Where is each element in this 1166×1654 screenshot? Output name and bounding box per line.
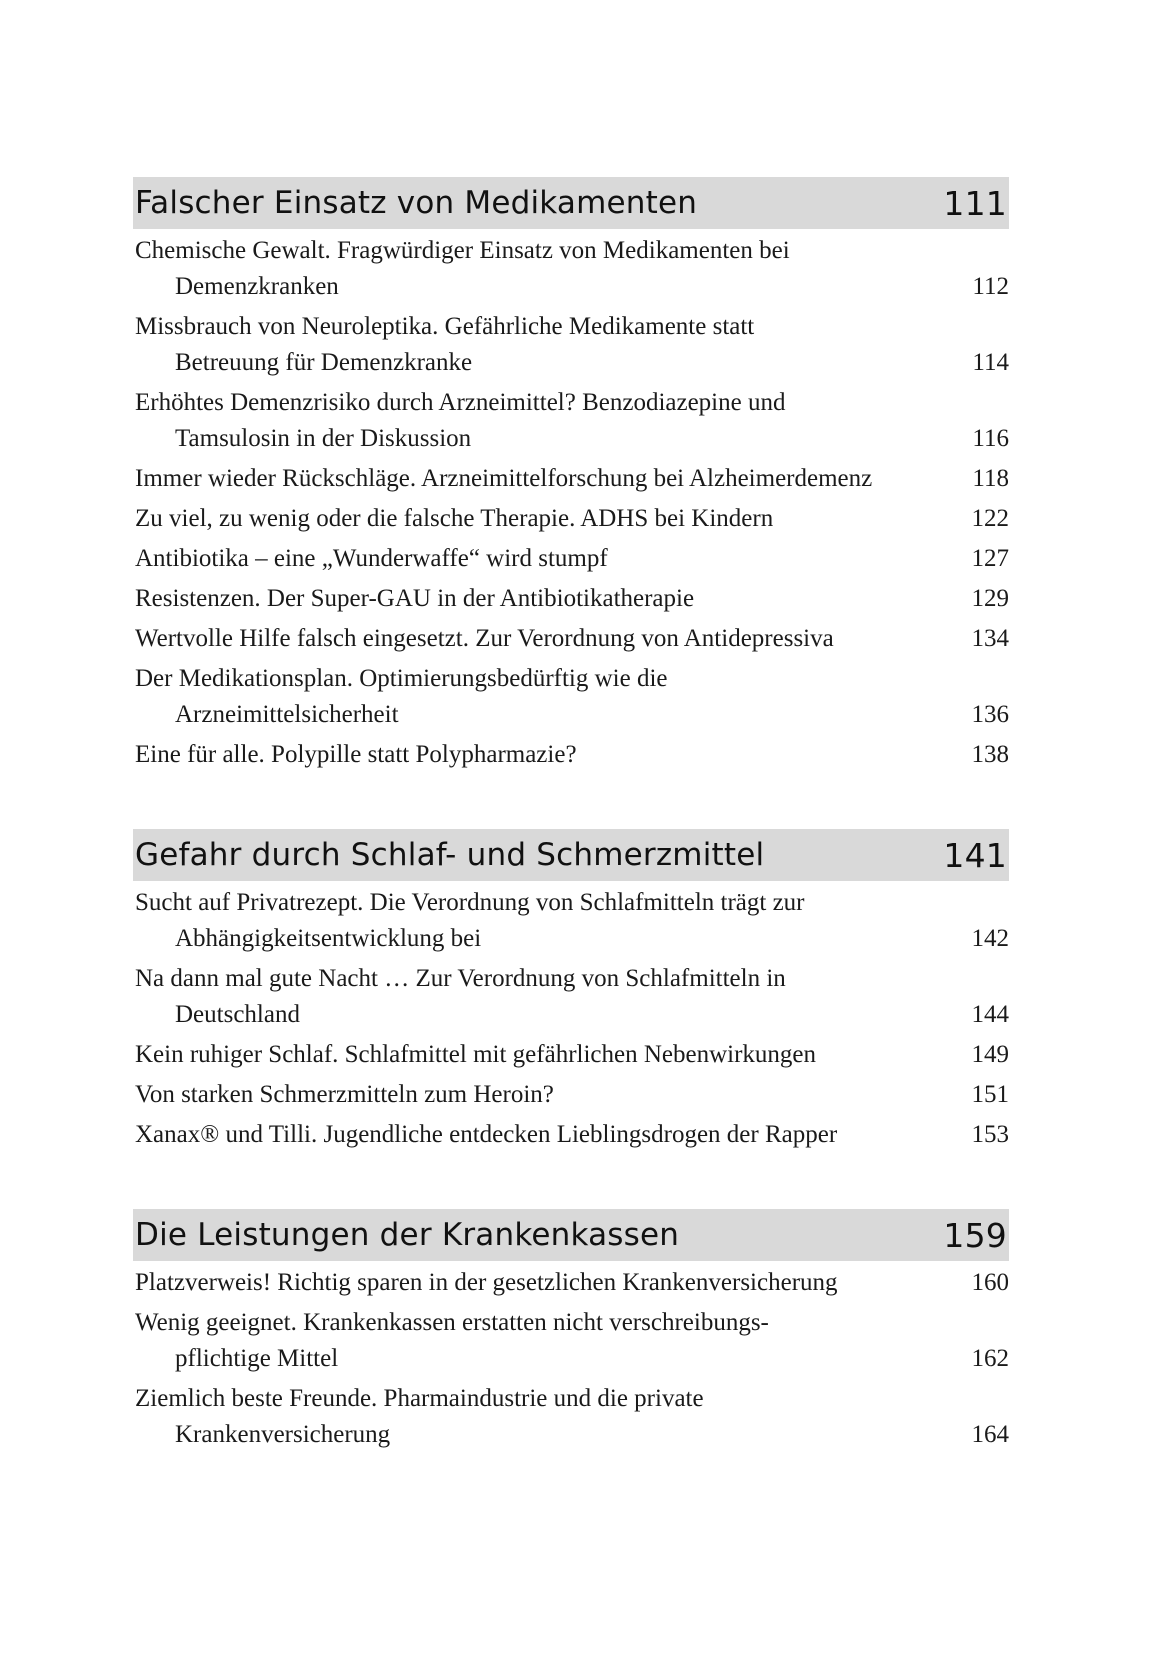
toc-section bbox=[133, 177, 1009, 773]
entry-title: Missbrauch von Neuroleptika. Gefährliche Medikamente statt bbox=[135, 313, 755, 340]
toc-entry[interactable] bbox=[133, 233, 1009, 305]
section-header[interactable] bbox=[133, 177, 1009, 229]
entry-page-number: 127 bbox=[971, 545, 1009, 572]
entry-title: Wenig geeignet. Krankenkassen erstatten nicht verschreibungs- bbox=[135, 1309, 769, 1336]
entry-title-continued: Krankenversicherung bbox=[175, 1421, 391, 1448]
entry-title-continued: pflichtige Mittel bbox=[175, 1345, 339, 1372]
entry-page-number: 149 bbox=[971, 1041, 1009, 1068]
entry-title: Der Medikationsplan. Optimierungsbedürftig wie die bbox=[135, 665, 668, 692]
toc-entry[interactable] bbox=[133, 1037, 1009, 1073]
toc-section bbox=[133, 1209, 1009, 1453]
entry-title-continued: Abhängigkeitsentwicklung bei bbox=[175, 925, 482, 952]
entry-page-number: 162 bbox=[971, 1345, 1009, 1372]
entry-title: Sucht auf Privatrezept. Die Verordnung von Schlafmitteln trägt zur bbox=[135, 889, 805, 916]
entry-title: Resistenzen. Der Super-GAU in der Antibiotikatherapie bbox=[135, 585, 695, 612]
toc-entry[interactable] bbox=[133, 661, 1009, 733]
toc-entry[interactable] bbox=[133, 961, 1009, 1033]
entry-title: Eine für alle. Polypille statt Polypharmazie? bbox=[135, 741, 577, 768]
toc-section bbox=[133, 829, 1009, 1153]
entry-title: Kein ruhiger Schlaf. Schlafmittel mit gefährlichen Nebenwirkungen bbox=[135, 1041, 817, 1068]
entry-page-number: 114 bbox=[972, 349, 1009, 376]
section-page-number: 111 bbox=[943, 183, 1007, 223]
entry-title: Ziemlich beste Freunde. Pharmaindustrie und die private bbox=[135, 1385, 704, 1412]
table-of-contents bbox=[133, 177, 1009, 1509]
toc-entry[interactable] bbox=[133, 885, 1009, 957]
entry-title: Antibiotika – eine „Wunderwaffe“ wird stumpf bbox=[135, 545, 608, 572]
section-title: Falscher Einsatz von Medikamenten bbox=[135, 185, 698, 221]
entry-title: Platzverweis! Richtig sparen in der gesetzlichen Krankenversicherung bbox=[135, 1269, 838, 1296]
entry-page-number: 138 bbox=[971, 741, 1009, 768]
entry-title: Zu viel, zu wenig oder die falsche Therapie. ADHS bei Kindern bbox=[135, 505, 774, 532]
toc-entry[interactable] bbox=[133, 385, 1009, 457]
entry-page-number: 164 bbox=[971, 1421, 1009, 1448]
toc-entry[interactable] bbox=[133, 737, 1009, 773]
entry-title: Von starken Schmerzmitteln zum Heroin? bbox=[135, 1081, 554, 1108]
entry-page-number: 160 bbox=[971, 1269, 1009, 1296]
section-header[interactable] bbox=[133, 1209, 1009, 1261]
entry-page-number: 122 bbox=[971, 505, 1009, 532]
entry-title: Erhöhtes Demenzrisiko durch Arzneimittel? Benzodiazepine und bbox=[135, 389, 786, 416]
toc-entry[interactable] bbox=[133, 309, 1009, 381]
entry-page-number: 144 bbox=[971, 1001, 1009, 1028]
toc-entry[interactable] bbox=[133, 541, 1009, 577]
entry-page-number: 134 bbox=[971, 625, 1009, 652]
toc-entry[interactable] bbox=[133, 1265, 1009, 1301]
entry-title: Immer wieder Rückschläge. Arzneimittelforschung bei Alzheimerdemenz bbox=[135, 465, 873, 492]
toc-entry[interactable] bbox=[133, 501, 1009, 537]
toc-entry[interactable] bbox=[133, 461, 1009, 497]
toc-entry[interactable] bbox=[133, 621, 1009, 657]
entry-page-number: 116 bbox=[972, 425, 1009, 452]
section-page-number: 159 bbox=[943, 1215, 1007, 1255]
entry-title-continued: Betreuung für Demenzkranke bbox=[175, 349, 473, 376]
entry-title-continued: Tamsulosin in der Diskussion bbox=[175, 425, 472, 452]
section-title: Gefahr durch Schlaf- und Schmerzmittel bbox=[135, 837, 765, 873]
entry-page-number: 153 bbox=[971, 1121, 1009, 1148]
entry-title: Chemische Gewalt. Fragwürdiger Einsatz von Medikamenten bei bbox=[135, 237, 790, 264]
entry-title-continued: Deutschland bbox=[175, 1001, 300, 1028]
section-title: Die Leistungen der Krankenkassen bbox=[135, 1217, 680, 1253]
entry-page-number: 136 bbox=[971, 701, 1009, 728]
toc-entry[interactable] bbox=[133, 1381, 1009, 1453]
entry-title: Xanax® und Tilli. Jugendliche entdecken Lieblingsdrogen der Rapper bbox=[135, 1121, 838, 1148]
entry-page-number: 112 bbox=[972, 273, 1009, 300]
toc-entry[interactable] bbox=[133, 1077, 1009, 1113]
toc-entry[interactable] bbox=[133, 1117, 1009, 1153]
entry-title: Na dann mal gute Nacht … Zur Verordnung von Schlafmitteln in bbox=[135, 965, 786, 992]
entry-title-continued: Demenzkranken bbox=[175, 273, 339, 300]
entry-title: Wertvolle Hilfe falsch eingesetzt. Zur Verordnung von Antidepressiva bbox=[135, 625, 834, 652]
entry-title-continued: Arzneimittelsicherheit bbox=[175, 701, 399, 728]
toc-entry[interactable] bbox=[133, 581, 1009, 617]
section-page-number: 141 bbox=[943, 835, 1007, 875]
toc-entry[interactable] bbox=[133, 1305, 1009, 1377]
entry-page-number: 129 bbox=[971, 585, 1009, 612]
entry-page-number: 142 bbox=[971, 925, 1009, 952]
section-header[interactable] bbox=[133, 829, 1009, 881]
entry-page-number: 118 bbox=[972, 465, 1009, 492]
entry-page-number: 151 bbox=[971, 1081, 1009, 1108]
